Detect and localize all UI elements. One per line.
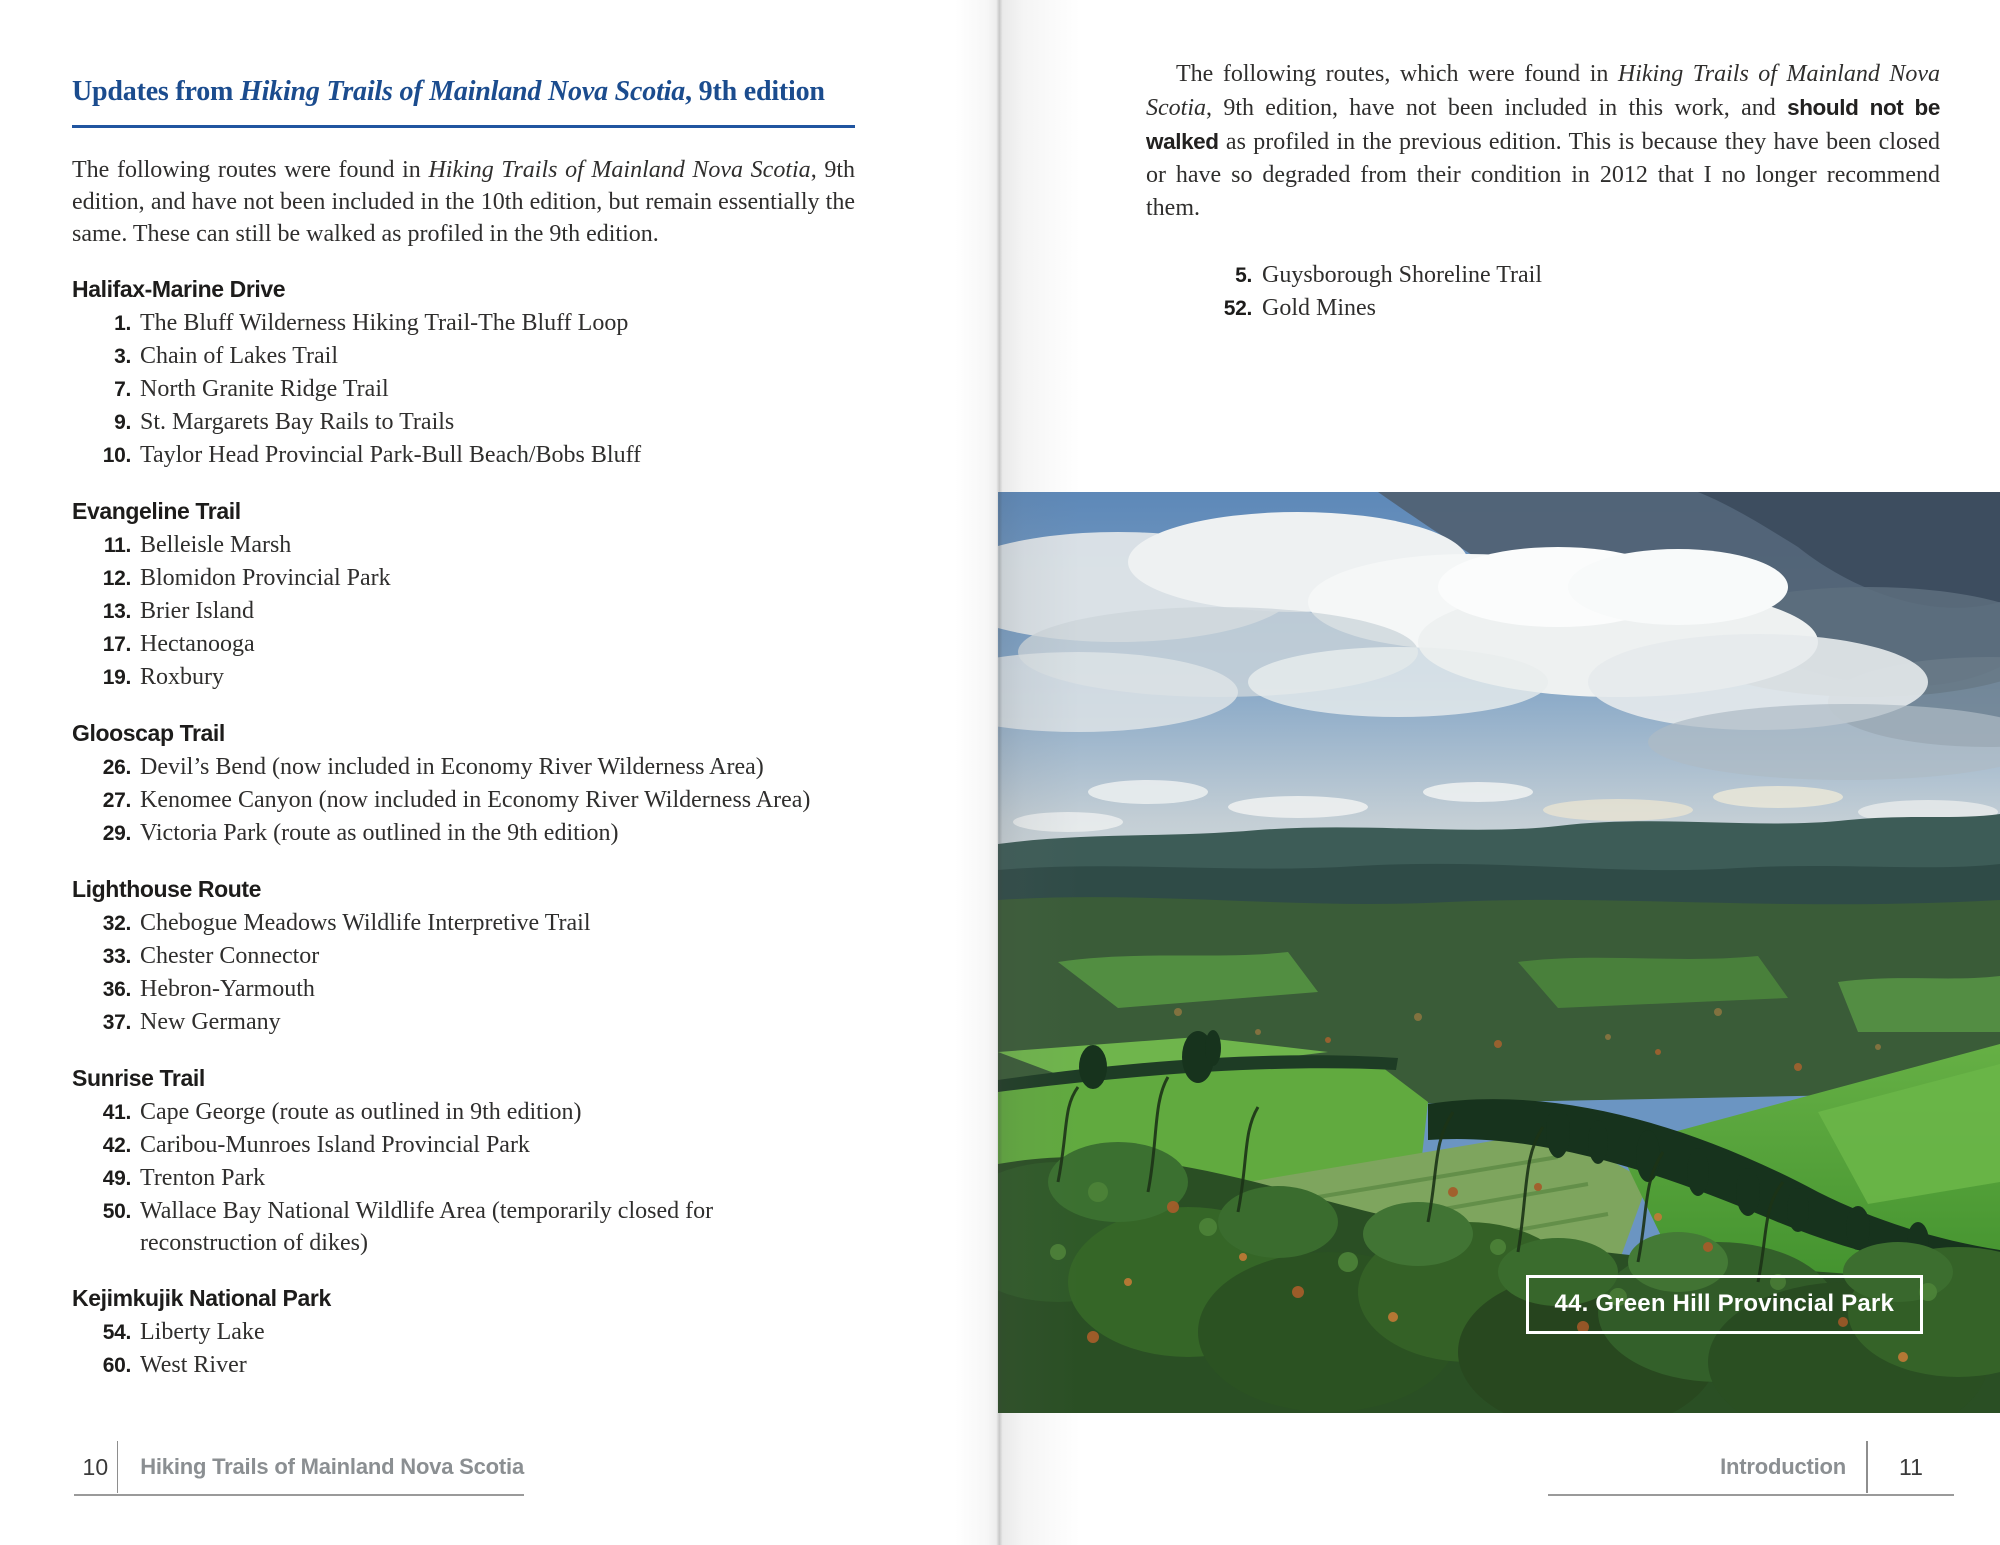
text-segment: The following routes, which were found in [1176,61,1618,87]
route-number: 5. [1235,264,1252,287]
route-name: Trenton Park [140,1165,266,1192]
trail-photo [998,492,2000,1413]
route-name: Liberty Lake [140,1319,265,1346]
route-number: 32. [102,912,131,936]
route-item [72,1162,855,1195]
route-list [72,307,855,472]
running-section-title: Introduction [1720,1454,1846,1479]
route-name: Guysborough Shoreline Trail [1262,262,1543,288]
trail-section [72,496,855,694]
route-item [72,973,855,1006]
route-item [72,784,855,817]
route-item [72,340,855,373]
text-segment: The following routes were found in [72,157,429,184]
route-item [72,907,855,940]
route-name: New Germany [140,1009,281,1036]
left-footer-row [74,1441,524,1493]
route-name: Hectanooga [140,631,255,658]
photo-caption: 44. Green Hill Provincial Park [1526,1275,1924,1334]
route-name: North Granite Ridge Trail [140,376,389,403]
route-number: 7. [114,378,131,402]
route-item [72,940,855,973]
trail-section [72,1063,855,1259]
route-name: West River [140,1352,247,1379]
route-number: 12. [102,567,131,591]
route-number: 49. [102,1167,131,1191]
route-name: Blomidon Provincial Park [140,565,391,592]
route-number: 17. [102,633,131,657]
trail-section [72,874,855,1039]
text-segment: Hiking Trails of Mainland Nova Scotia [239,76,686,107]
trail-section-title: Evangeline Trail [72,498,241,525]
right-page-footer [1548,1441,1954,1496]
route-name: Belleisle Marsh [140,532,292,559]
route-number: 11. [103,534,131,558]
trail-section-title: Lighthouse Route [72,876,262,903]
excluded-routes-list [1146,259,1940,325]
route-item [72,1096,855,1129]
route-name: Roxbury [140,664,224,691]
route-item [72,373,855,406]
route-number: 3. [114,345,131,369]
route-item [1146,259,1940,292]
route-item [72,307,855,340]
route-number: 36. [102,978,131,1002]
route-name: Cape George (route as outlined in 9th edition) [140,1099,582,1126]
trail-section [72,274,855,472]
route-item [72,595,855,628]
route-name: Gold Mines [1262,295,1376,321]
footer-rule [1548,1494,1954,1496]
route-number: 50. [102,1200,131,1224]
route-number: 33. [102,945,131,969]
route-name: Chain of Lakes Trail [140,343,338,370]
route-item [72,661,855,694]
route-number: 52. [1223,297,1252,320]
right-page-text [1146,58,1940,325]
route-number: 19. [102,666,131,690]
route-number: 26. [102,756,131,780]
route-item [72,1349,855,1382]
route-item [72,1006,855,1039]
intro-paragraph [72,154,855,250]
trail-section-title: Halifax-Marine Drive [72,276,286,303]
running-book-title: Hiking Trails of Mainland Nova Scotia [140,1454,524,1479]
route-name: Caribou-Munroes Island Provincial Park [140,1132,530,1159]
page-title [72,76,855,108]
route-name: Chebogue Meadows Wildlife Interpretive Trail [140,910,591,937]
left-page-footer [74,1441,524,1496]
route-name: Hebron-Yarmouth [140,976,315,1003]
route-name: Devil’s Bend (now included in Economy River Wilderness Area) [140,754,764,781]
route-number: 10. [102,444,131,468]
right-footer-row [1548,1441,1954,1493]
route-number: 41. [102,1101,131,1125]
left-page [0,0,985,1545]
route-name: Victoria Park (route as outlined in the 9th edition) [140,820,619,847]
route-number: 42. [102,1134,131,1158]
route-name: St. Margarets Bay Rails to Trails [140,409,455,436]
route-name: Kenomee Canyon (now included in Economy River Wilderness Area) [140,787,811,814]
route-name: Wallace Bay National Wildlife Area (temporarily closed for reconstruction of dikes) [140,1198,714,1257]
trail-sections [72,274,855,1382]
trail-section-title: Sunrise Trail [72,1065,205,1092]
route-list [72,751,855,850]
text-segment: should not be walked [1146,95,1941,154]
excluded-routes-paragraph [1146,58,1940,225]
route-list [72,529,855,694]
footer-rule [74,1494,524,1496]
route-item [1146,292,1940,325]
route-number: 29. [102,822,131,846]
route-name: Taylor Head Provincial Park-Bull Beach/Bobs Bluff [140,442,642,469]
route-list [72,907,855,1039]
route-name: The Bluff Wilderness Hiking Trail-The Bluff Loop [140,310,629,337]
route-list [72,1316,855,1382]
route-item [72,1129,855,1162]
route-item [72,751,855,784]
route-item [72,529,855,562]
text-segment: Hiking Trails of Mainland Nova Scotia [428,157,811,184]
route-number: 37. [102,1011,131,1035]
route-item [72,406,855,439]
text-segment: , 9th edition, and have not been included in the 10th edition, but remain essentially the same. These can still be walked as profiled in the 9th edition. [72,157,855,248]
right-page-number: 11 [1899,1453,1923,1480]
trail-section [72,1283,855,1382]
trail-section-title: Kejimkujik National Park [72,1285,331,1312]
text-segment: , 9th edition [685,76,825,107]
route-item [72,1316,855,1349]
text-segment: , 9th edition, have not been included in this work, and [1206,95,1788,121]
route-number: 9. [114,411,131,435]
route-number: 60. [102,1354,131,1378]
route-name: Chester Connector [140,943,320,970]
route-number: 54. [102,1321,131,1345]
route-item [72,817,855,850]
trail-section-title: Glooscap Trail [72,720,225,747]
trail-section [72,718,855,850]
route-list [72,1096,855,1259]
text-segment: Updates from [72,76,240,107]
route-number: 1. [114,312,131,336]
route-name: Brier Island [140,598,254,625]
text-segment: Hiking Trails of Mainland Nova Scotia [1146,61,1941,121]
route-number: 13. [102,600,131,624]
text-segment: as profiled in the previous edition. This is because they have been closed or have so degraded from their condition in 2012 that I no longer recommend them. [1146,129,1940,221]
route-item [72,439,855,472]
route-item [72,562,855,595]
route-number: 27. [102,789,131,813]
route-item [72,1195,855,1259]
left-page-number: 10 [82,1453,109,1480]
route-item [72,628,855,661]
heading-rule [72,125,855,128]
